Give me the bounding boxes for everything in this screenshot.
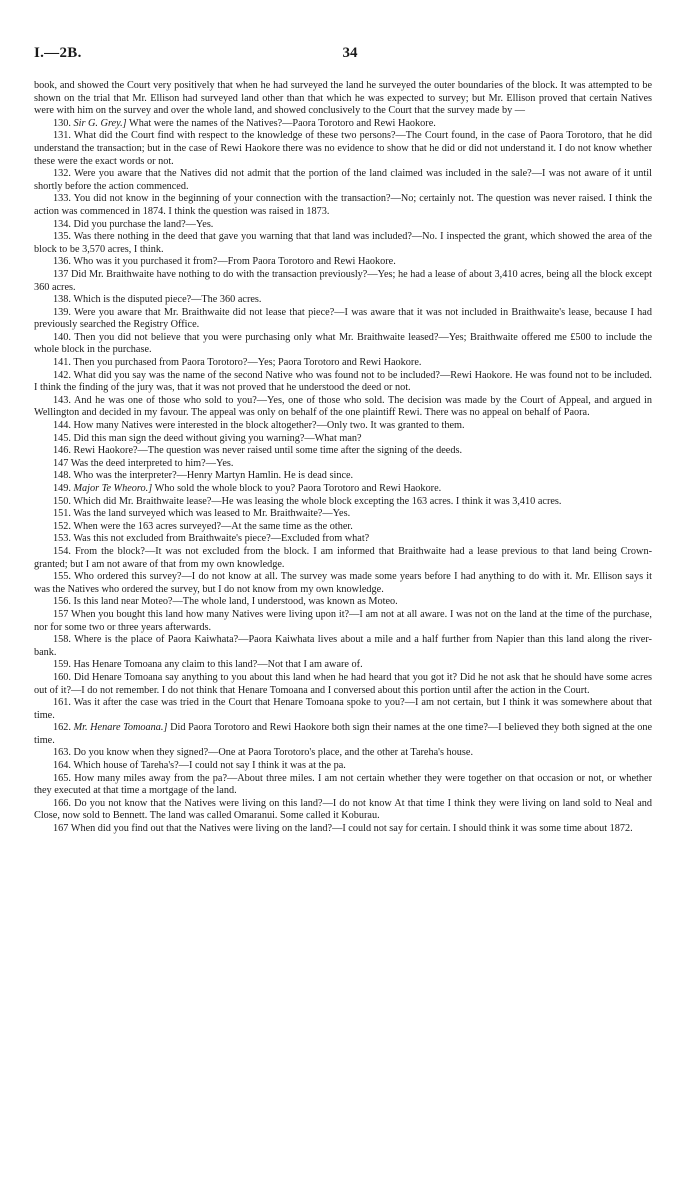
testimony-paragraph [34, 496, 652, 509]
testimony-paragraph [34, 420, 652, 433]
question-answer-text: You did not know in the beginning of your connection with the transaction?—No; certainly not. The question was never raised. I think the action was commenced in 1874. I think the question was raised in 1873. [34, 193, 652, 217]
question-answer-text: Then you did not believe that you were purchasing only what Mr. Braithwaite leased?—Yes; Braithwaite offered me £500 to include the whole block in the purchase. [34, 331, 652, 356]
question-answer-text: Is this land near Moteo?—The whole land, I understood, was known as Moteo. [73, 596, 398, 608]
question-number: 148. [53, 470, 71, 482]
testimony-paragraph [34, 672, 652, 697]
testimony-paragraph [34, 193, 652, 218]
question-number: 153. [53, 533, 71, 545]
question-number: 166. [53, 797, 71, 809]
question-number: 134. [53, 218, 71, 230]
testimony-paragraph [34, 546, 652, 571]
question-number: 154. [53, 545, 71, 557]
opening-paragraph: book, and showed the Court very positively that when he had surveyed the land he surveyed the outer boundaries of the block. It was attempted to be shown on the trial that Mr. Ellison had surveyed land other than that which he was expected to survey; but Mr. Ellison proved that certain Natives were with him on the survey and over the whole land, and showed conclusively to the Court that the survey made by — [34, 80, 652, 117]
question-answer-text: Where is the place of Paora Kaiwhata?—Paora Kaiwhata lives about a mile and a half further from Napier than this land along the river-bank. [34, 634, 652, 658]
testimony-paragraph [34, 219, 652, 232]
question-answer-text: What did you say was the name of the second Native who was found not to be included?—Rewi Haokore. He was found not to be included. I think the finding of the jury was, that it was not proved that he understood the deed or not. [34, 369, 652, 394]
testimony-paragraph [34, 697, 652, 722]
question-answer-text: Which house of Tareha's?—I could not say I think it was at the pa. [73, 760, 346, 772]
page-body [34, 80, 652, 836]
testimony-paragraph [34, 269, 652, 294]
testimony-paragraph [34, 747, 652, 760]
question-number: 145. [53, 432, 71, 444]
question-number: 139. [53, 306, 71, 318]
question-number: 135. [53, 231, 71, 243]
speaker-name: Sir G. Grey.] [73, 117, 127, 129]
testimony-paragraph [34, 118, 652, 131]
question-answer-text: Were you aware that Mr. Braithwaite did not lease that piece?—I was aware that it was not included in Braithwaite's lease, because I had previously searched the Registry Office. [34, 306, 652, 331]
question-number: 131. [53, 130, 71, 142]
question-number: 163. [53, 747, 71, 759]
question-answer-text: Was the deed interpreted to him?—Yes. [70, 457, 234, 469]
question-answer-text: How many Natives were interested in the block altogether?—Only two. It was granted to them. [73, 420, 465, 432]
question-answer-text: Who was the interpreter?—Henry Martyn Hamlin. He is dead since. [73, 470, 354, 482]
question-number: 157 [53, 608, 69, 620]
question-answer-text: Was it after the case was tried in the Court that Henare Tomoana spoke to you?—I am not certain, but I think it was somewhere about that time. [34, 697, 652, 721]
question-number: 149. [53, 483, 71, 494]
question-answer-text: Who sold the whole block to you? Paora Torotoro and Rewi Haokore. [154, 483, 442, 494]
question-answer-text: What did the Court find with respect to the knowledge of these two persons?—The Court found, in the case of Paora Torotoro, that he did understand the transaction; but in the case of Rewi Haokore there was no evidence to show that he did or did not understand it. I do not know whether these were the exact words or not. [34, 130, 652, 167]
question-number: 158. [53, 634, 71, 646]
question-number: 156. [53, 596, 71, 608]
question-answer-text: From the block?—It was not excluded from the block. I am informed that Braithwaite had a lease previous to that land being Crown-granted; but I am not aware of that from my own knowledge. [34, 545, 653, 570]
question-number: 142. [53, 369, 71, 381]
question-number: 155. [53, 571, 71, 583]
testimony-paragraph [34, 823, 652, 836]
question-answer-text: Which did Mr. Braithwaite lease?—He was leasing the whole block excepting the 163 acres. I think it was 3,410 acres. [73, 495, 562, 507]
testimony-paragraph [34, 596, 652, 609]
testimony-paragraph [34, 458, 652, 471]
testimony-paragraph [34, 470, 652, 483]
question-answer-text: Did Mr. Braithwaite have nothing to do with the transaction previously?—Yes; he had a lease of about 3,410 acres, being all the block except 360 acres. [34, 268, 652, 293]
page-number: 34 [342, 45, 358, 61]
question-number: 136. [53, 256, 71, 268]
question-answer-text: When were the 163 acres surveyed?—At the same time as the other. [73, 520, 353, 532]
question-number: 164. [53, 760, 71, 772]
question-number: 152. [53, 520, 71, 532]
question-answer-text: Was there nothing in the deed that gave you warning that that land was included?—No. I inspected the grant, which showed the area of the block to be 3,570 acres, I think. [34, 231, 652, 255]
testimony-paragraph [34, 571, 652, 596]
testimony-paragraph [34, 760, 652, 773]
question-answer-text: When did you find out that the Natives were living on the land?—I could not say for certain. I should think it was some time about 1872. [70, 823, 633, 835]
question-answer-text: Did this man sign the deed without giving you warning?—What man? [73, 432, 362, 444]
testimony-paragraph [34, 256, 652, 269]
testimony-paragraph [34, 609, 652, 634]
question-number: 150. [53, 495, 71, 507]
testimony-paragraph [34, 634, 652, 659]
testimony-paragraph [34, 508, 652, 521]
question-number: 165. [53, 772, 71, 784]
document-reference: I.—2B. [34, 45, 82, 61]
question-answer-text: Was the land surveyed which was leased to Mr. Braithwaite?—Yes. [73, 508, 351, 520]
testimony-list [34, 118, 652, 836]
question-number: 151. [53, 508, 71, 520]
question-answer-text: What were the names of the Natives?—Paora Torotoro and Rewi Haokore. [129, 117, 436, 129]
question-number: 160. [53, 671, 71, 683]
question-answer-text: Who ordered this survey?—I do not know at all. The survey was made some years before I had anything to do with it. Mr. Ellison says it was the Natives who ordered the survey, but I do not know from my own knowledge. [34, 571, 652, 595]
question-answer-text: Were you aware that the Natives did not admit that the portion of the land claimed was included in the sale?—I was not aware of it until shortly before the action commenced. [34, 168, 652, 192]
testimony-paragraph [34, 231, 652, 256]
question-answer-text: Did you purchase the land?—Yes. [73, 218, 214, 230]
question-answer-text: Then you purchased from Paora Torotoro?—Yes; Paora Torotoro and Rewi Haokore. [73, 357, 422, 369]
testimony-paragraph [34, 433, 652, 446]
testimony-paragraph [34, 445, 652, 458]
testimony-paragraph [34, 521, 652, 534]
testimony-paragraph [34, 130, 652, 168]
question-answer-text: Did Paora Torotoro and Rewi Haokore both sign their names at the one time?—I believed they both signed at the one time. [34, 722, 652, 746]
testimony-paragraph [34, 659, 652, 672]
question-number: 141. [53, 357, 71, 369]
testimony-paragraph [34, 370, 652, 395]
question-number: 144. [53, 420, 71, 432]
question-answer-text: Who was it you purchased it from?—From Paora Torotoro and Rewi Haokore. [73, 256, 396, 268]
question-answer-text: Do you know when they signed?—One at Paora Torotoro's place, and the other at Tareha's house. [73, 747, 474, 759]
question-number: 147 [53, 457, 69, 469]
testimony-paragraph [34, 773, 652, 798]
question-answer-text: Rewi Haokore?—The question was never raised until some time after the signing of the deeds. [73, 445, 463, 457]
question-answer-text: How many miles away from the pa?—About three miles. I am not certain whether they were together on that occasion or not, or whether they executed at that time a mortgage of the land. [34, 772, 653, 797]
testimony-paragraph [34, 722, 652, 747]
question-number: 143. [53, 394, 71, 406]
testimony-paragraph [34, 168, 652, 193]
question-answer-text: Has Henare Tomoana any claim to this land?—Not that I am aware of. [73, 659, 363, 671]
question-answer-text: Do you not know that the Natives were living on this land?—I do not know At that time I think they were living on land sold to Neal and Close, now sold to Bennett. The land was called Omaranui. Some called it Koburau. [34, 797, 653, 822]
question-number: 132. [53, 168, 71, 180]
question-number: 159. [53, 659, 71, 671]
testimony-paragraph [34, 483, 652, 496]
testimony-paragraph [34, 533, 652, 546]
question-number: 161. [53, 697, 71, 709]
question-number: 140. [53, 331, 71, 343]
question-answer-text: Was this not excluded from Braithwaite's piece?—Excluded from what? [73, 533, 370, 545]
question-answer-text: Did Henare Tomoana say anything to you about this land when he had heard that you got it? Did he not ask that he should have some acres out of it?—I do not remember. I do not think that Henare Tomoana and I conversed about this portion until after the action in the Court. [34, 671, 652, 696]
question-answer-text: Which is the disputed piece?—The 360 acres. [73, 294, 262, 306]
question-number: 130. [53, 117, 71, 129]
testimony-paragraph [34, 357, 652, 370]
question-answer-text: And he was one of those who sold to you?—Yes, one of those who sold. The decision was made by the Court of Appeal, and argued in Wellington and decided in my favour. The appeal was only on behalf of the one plaintiff Rewi. There was no appeal on behalf of Paora. [34, 394, 653, 419]
question-number: 133. [53, 193, 71, 205]
testimony-paragraph [34, 395, 652, 420]
testimony-paragraph [34, 798, 652, 823]
question-number: 146. [53, 445, 71, 457]
question-number: 138. [53, 294, 71, 306]
question-number: 162. [53, 722, 71, 734]
testimony-paragraph [34, 307, 652, 332]
speaker-name: Major Te Wheoro.] [73, 483, 153, 494]
testimony-paragraph [34, 294, 652, 307]
page-header [34, 45, 666, 67]
speaker-name: Mr. Henare Tomoana.] [73, 722, 168, 734]
question-number: 137 [53, 268, 69, 280]
question-answer-text: When you bought this land how many Natives were living upon it?—I am not at all aware. I was not on the land at the time of the purchase, nor for some two or three years afterwards. [34, 608, 652, 633]
testimony-paragraph [34, 332, 652, 357]
question-number: 167 [53, 823, 69, 835]
